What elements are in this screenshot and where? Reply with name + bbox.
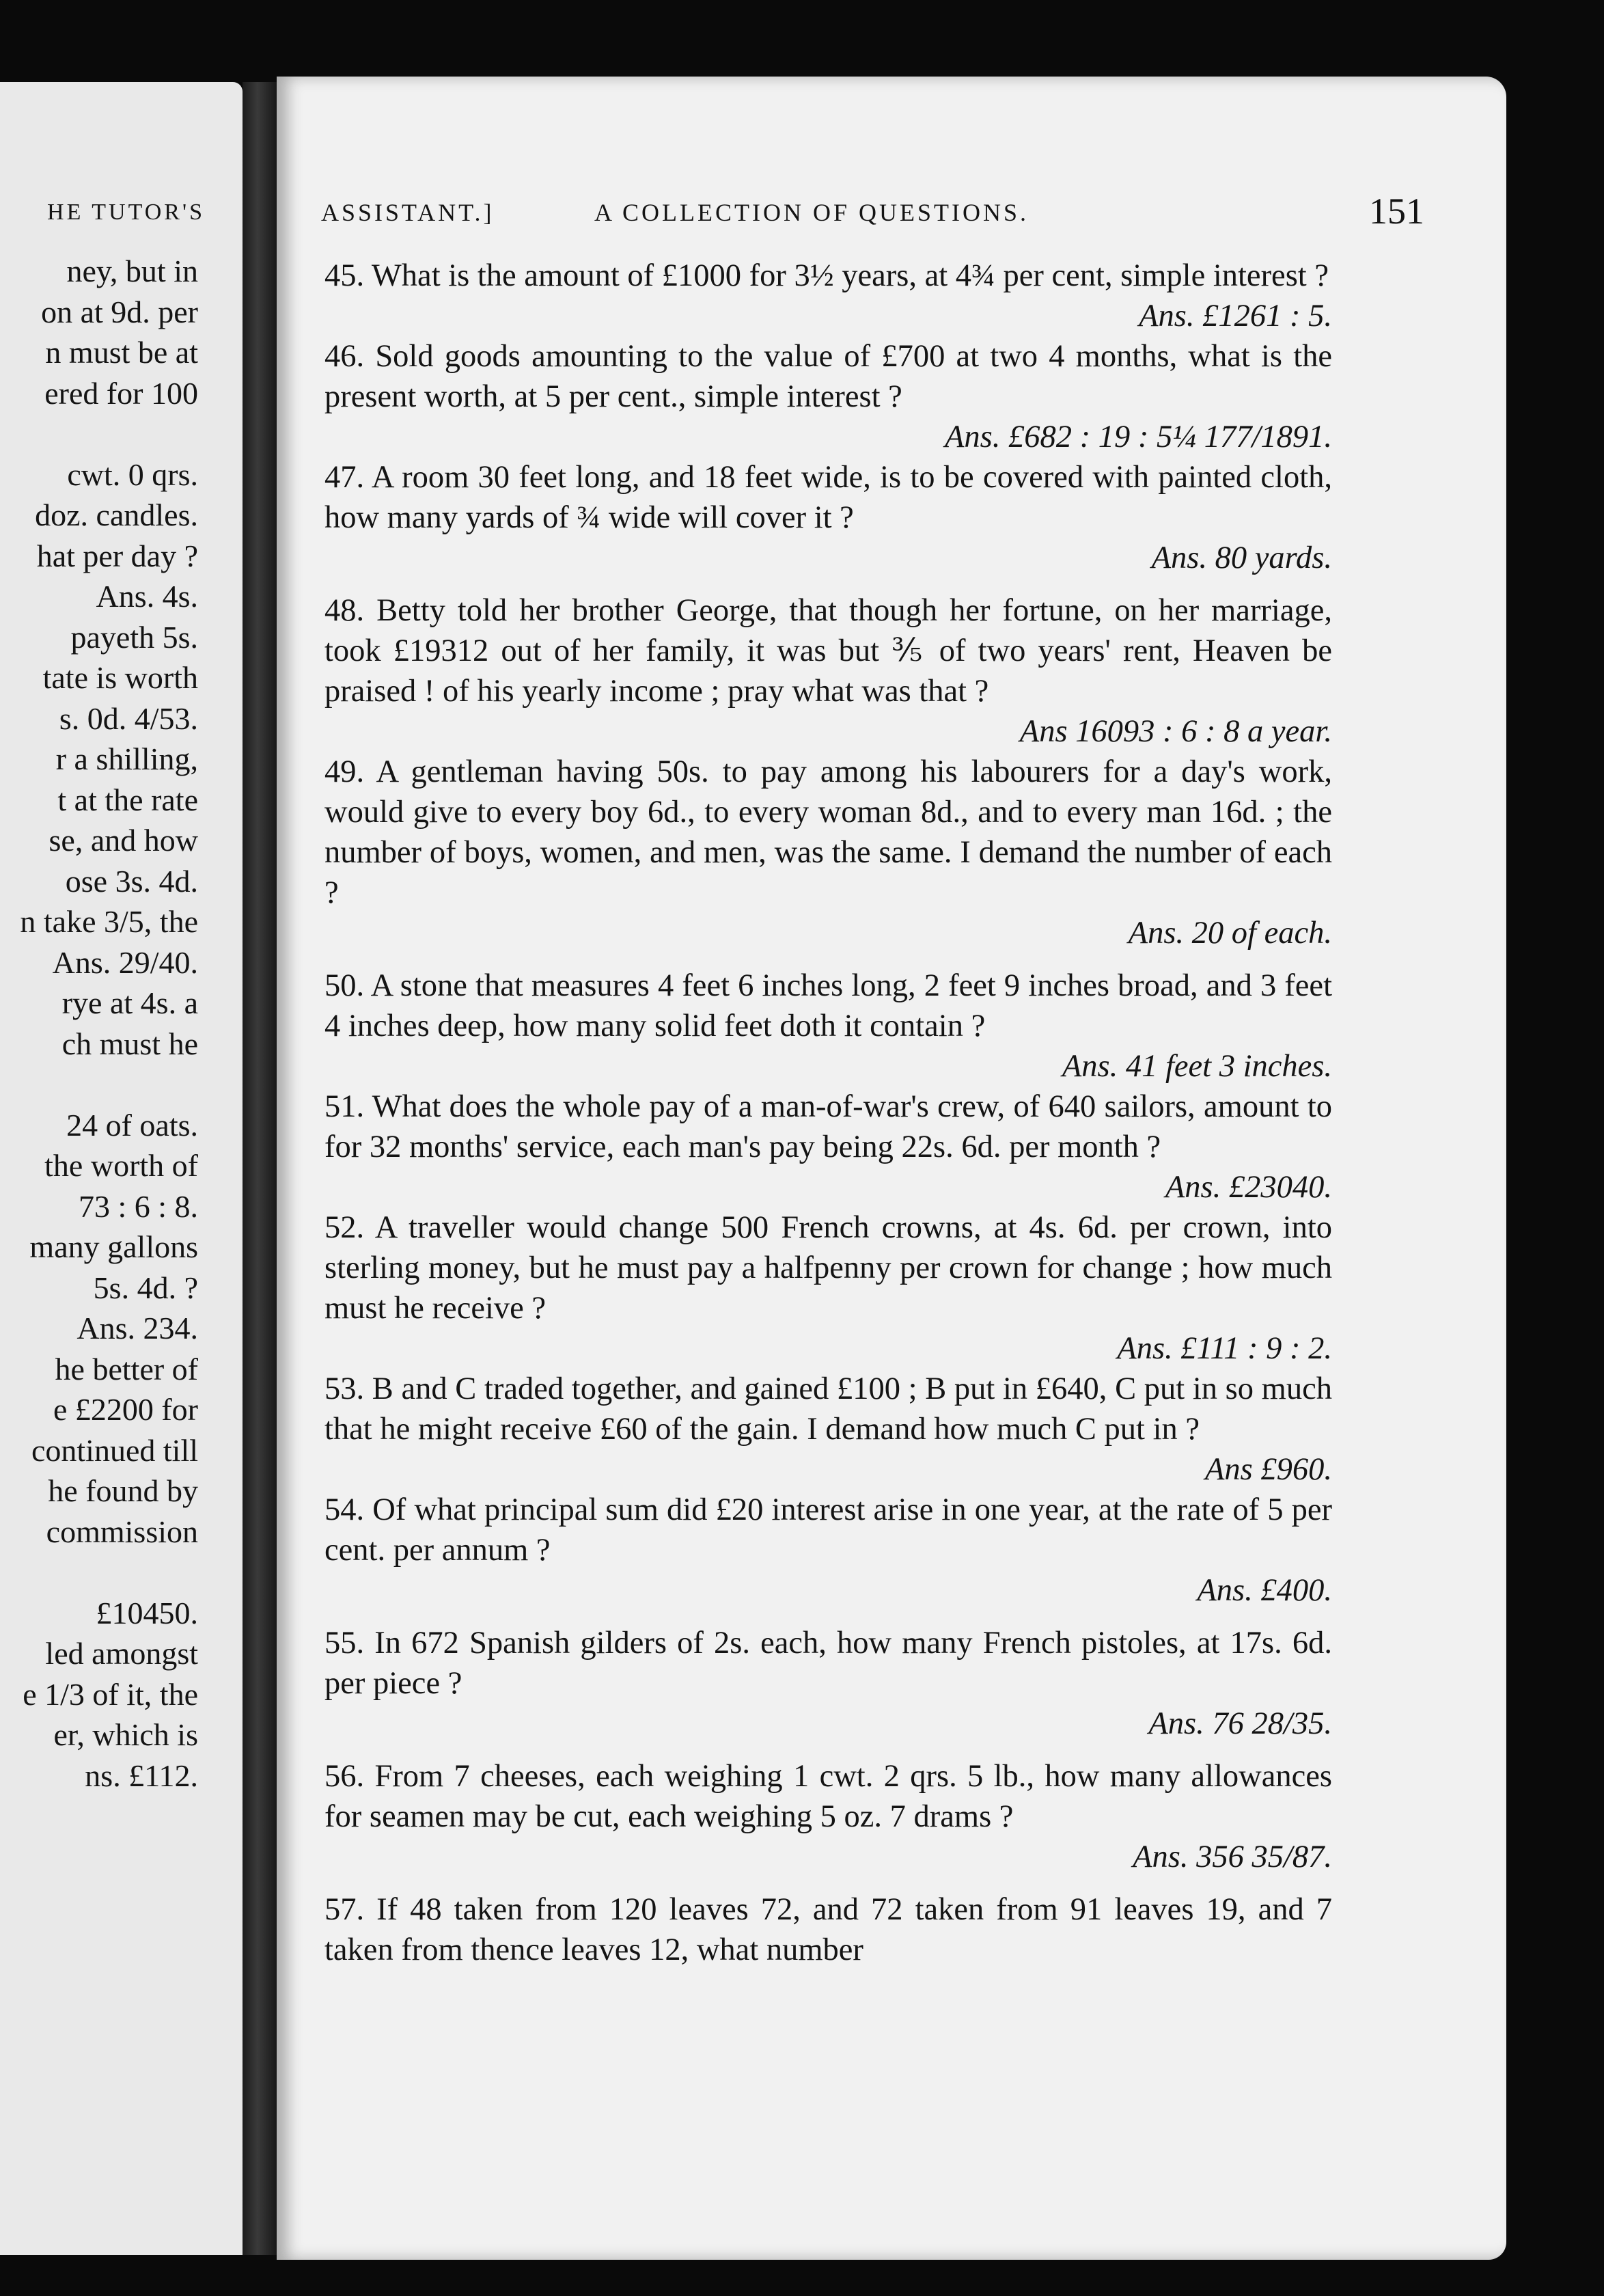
running-head bbox=[321, 193, 1424, 234]
question-text: 53. B and C traded together, and gained £100 ; B put in £640, C put in so much that he might receive £60 of the gain. I demand how much C put in ? bbox=[324, 1371, 1332, 1447]
left-page-line: Ans. 29/40. bbox=[52, 944, 198, 980]
answer-line bbox=[324, 417, 1332, 457]
question-text: 55. In 672 Spanish gilders of 2s. each, how many French pistoles, at 17s. 6d. per piece ? bbox=[324, 1626, 1332, 1701]
answer: Ans. 76 28/35. bbox=[1148, 1706, 1332, 1741]
question-49 bbox=[324, 752, 1332, 913]
left-page-line: ney, but in bbox=[66, 254, 198, 288]
question-51 bbox=[324, 1086, 1332, 1167]
answer: Ans. £400. bbox=[1197, 1573, 1332, 1608]
question-text: 48. Betty told her brother George, that though her fortune, on her marriage, took £19312 out of her family, it was but ⅗ of two years' rent, Heaven be praised ! of his yearly income ; pray what was that ? bbox=[324, 593, 1332, 709]
answer-line bbox=[324, 1837, 1332, 1877]
questions-list bbox=[324, 256, 1332, 1970]
answer: Ans. 356 35/87. bbox=[1133, 1840, 1332, 1874]
answer-line bbox=[324, 538, 1332, 578]
left-page-line: doz. candles. bbox=[35, 497, 198, 532]
answer-line bbox=[324, 1328, 1332, 1369]
answer-line bbox=[324, 1570, 1332, 1611]
left-page-line: led amongst bbox=[45, 1636, 198, 1671]
answer-line bbox=[324, 1704, 1332, 1744]
question-text: 51. What does the whole pay of a man-of-war's crew, of 640 sailors, amount to for 32 months' service, each man's pay being 22s. 6d. per month ? bbox=[324, 1089, 1332, 1164]
question-55 bbox=[324, 1623, 1332, 1704]
left-page-line: 24 of oats. bbox=[66, 1107, 198, 1143]
left-page-line: 73 : 6 : 8. bbox=[78, 1188, 198, 1224]
answer: Ans £960. bbox=[1205, 1452, 1332, 1487]
answer-line bbox=[324, 1449, 1332, 1490]
question-56 bbox=[324, 1756, 1332, 1837]
left-page-line: tate is worth bbox=[42, 660, 198, 695]
answer: Ans. 20 of each. bbox=[1128, 916, 1332, 951]
question-52 bbox=[324, 1207, 1332, 1328]
answer: Ans. £111 : 9 : 2. bbox=[1117, 1331, 1332, 1366]
question-text: 57. If 48 taken from 120 leaves 72, and 72 taken from 91 leaves 19, and 7 taken from thence leaves 12, what number bbox=[324, 1892, 1332, 1967]
left-page-line: e 1/3 of it, the bbox=[23, 1676, 198, 1712]
left-page-line: ch must he bbox=[61, 1026, 198, 1061]
book-gutter bbox=[243, 82, 280, 2255]
left-page-line: commission bbox=[46, 1514, 198, 1549]
left-page-line: 5s. 4d. ? bbox=[93, 1270, 198, 1305]
left-page-line: Ans. 4s. bbox=[96, 579, 198, 614]
answer-line bbox=[324, 1046, 1332, 1086]
question-text: 47. A room 30 feet long, and 18 feet wide, is to be covered with painted cloth, how many yards of ¾ wide will cover it ? bbox=[324, 460, 1332, 535]
question-text: 46. Sold goods amounting to the value of £700 at two 4 months, what is the present worth, at 5 per cent., simple interest ? bbox=[324, 339, 1332, 414]
left-page-line: the worth of bbox=[44, 1148, 198, 1183]
main-page bbox=[277, 77, 1506, 2260]
left-page-line: on at 9d. per bbox=[41, 294, 198, 329]
left-page-line: r a shilling, bbox=[55, 741, 198, 776]
answer-line bbox=[324, 296, 1332, 336]
left-page-line: se, and how bbox=[49, 823, 198, 858]
question-text: 54. Of what principal sum did £20 interest arise in one year, at the rate of 5 per cent. per annum ? bbox=[324, 1492, 1332, 1568]
left-page-line: hat per day ? bbox=[36, 538, 198, 573]
answer: Ans. 80 yards. bbox=[1151, 541, 1332, 575]
left-page-line: he found by bbox=[48, 1473, 198, 1508]
question-45 bbox=[324, 256, 1332, 296]
left-page-line: £10450. bbox=[96, 1595, 198, 1630]
left-page-line: rye at 4s. a bbox=[61, 985, 198, 1020]
question-57 bbox=[324, 1889, 1332, 1970]
question-text: 52. A traveller would change 500 French crowns, at 4s. 6d. per crown, into sterling money, but he must pay a halfpenny per crown for change ; how much must he receive ? bbox=[324, 1210, 1332, 1326]
left-running-head: HE TUTOR'S bbox=[47, 200, 205, 225]
answer-line bbox=[324, 711, 1332, 752]
answer-line bbox=[324, 913, 1332, 953]
page-number: 151 bbox=[1369, 191, 1424, 232]
question-text: 56. From 7 cheeses, each weighing 1 cwt. 2 qrs. 5 lb., how many allowances for seamen may be cut, each weighing 5 oz. 7 drams ? bbox=[324, 1759, 1332, 1834]
question-53 bbox=[324, 1369, 1332, 1449]
running-head-left: ASSISTANT.] bbox=[321, 199, 495, 226]
left-page bbox=[0, 82, 243, 2255]
answer: Ans. £23040. bbox=[1165, 1170, 1332, 1205]
left-page-line: continued till bbox=[31, 1432, 198, 1468]
question-50 bbox=[324, 966, 1332, 1046]
question-47 bbox=[324, 457, 1332, 538]
left-page-line: payeth 5s. bbox=[70, 619, 198, 655]
answer-line bbox=[324, 1167, 1332, 1207]
left-page-line: ose 3s. 4d. bbox=[65, 863, 198, 899]
left-page-line: ered for 100 bbox=[44, 375, 198, 411]
left-page-line: n must be at bbox=[45, 335, 198, 370]
answer: Ans. £682 : 19 : 5¼ 177/1891. bbox=[944, 420, 1332, 454]
answer: Ans. 41 feet 3 inches. bbox=[1062, 1049, 1332, 1084]
left-page-line: many gallons bbox=[29, 1229, 198, 1264]
left-page-line: t at the rate bbox=[57, 782, 198, 817]
running-head-title: A COLLECTION OF QUESTIONS. bbox=[594, 199, 1029, 226]
answer: Ans. £1261 : 5. bbox=[1139, 299, 1332, 333]
question-text: 50. A stone that measures 4 feet 6 inches long, 2 feet 9 inches broad, and 3 feet 4 inches deep, how many solid feet doth it contain ? bbox=[324, 968, 1332, 1043]
left-page-line: he better of bbox=[55, 1351, 198, 1386]
question-text: 49. A gentleman having 50s. to pay among his labourers for a day's work, would give to every boy 6d., to every woman 8d., and to every man 16d. ; the number of boys, women, and men, was the same. I demand the number of each ? bbox=[324, 754, 1332, 910]
left-page-line: n take 3/5, the bbox=[20, 904, 198, 939]
question-54 bbox=[324, 1490, 1332, 1570]
left-page-line: er, which is bbox=[53, 1717, 198, 1752]
left-page-line: e £2200 for bbox=[53, 1392, 198, 1427]
answer: Ans 16093 : 6 : 8 a year. bbox=[1019, 714, 1332, 749]
question-text: 45. What is the amount of £1000 for 3½ years, at 4¾ per cent, simple interest ? bbox=[324, 258, 1329, 293]
left-page-line: s. 0d. 4/53. bbox=[59, 700, 198, 736]
left-page-line: Ans. 234. bbox=[77, 1311, 198, 1345]
question-46 bbox=[324, 336, 1332, 417]
question-48 bbox=[324, 590, 1332, 711]
left-page-line: cwt. 0 qrs. bbox=[67, 456, 198, 492]
left-page-line: ns. £112. bbox=[85, 1758, 198, 1793]
